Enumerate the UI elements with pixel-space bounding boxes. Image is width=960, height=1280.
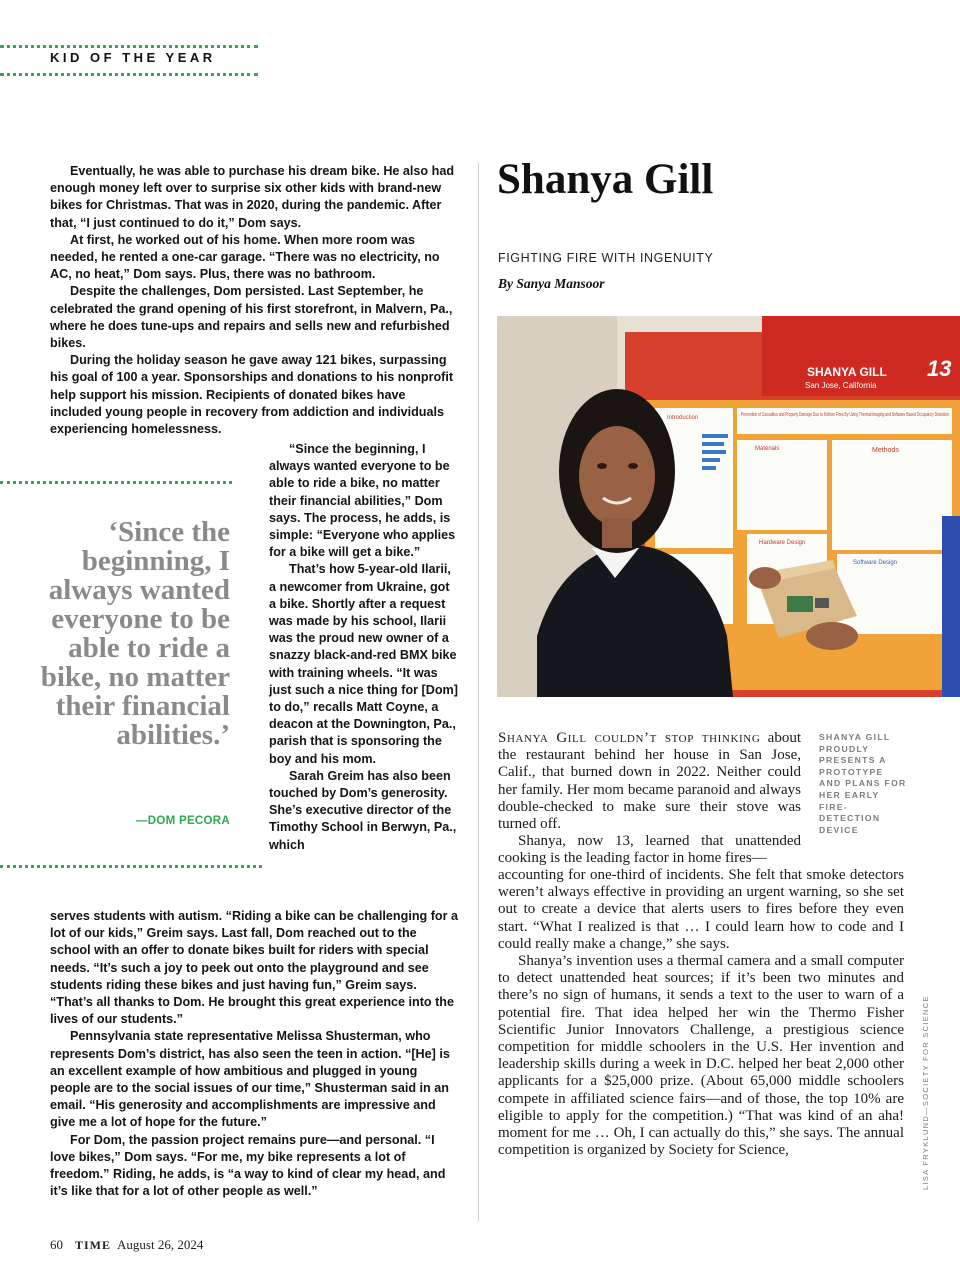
poster-section-hardware: Hardware Design: [759, 540, 806, 546]
feature-title: Shanya Gill: [497, 156, 714, 203]
left-column-bottom: [50, 908, 458, 1200]
photo-caption: SHANYA GILL PROUDLY PRESENTS A PROTOTYPE AND PLANS FOR HER EARLY FIRE-DETECTION DEVICE: [819, 732, 907, 835]
paragraph: Sarah Greim has also been touched by Dom’s generosity. She’s executive director of the Timothy School in Berwyn, Pa., which: [269, 768, 457, 852]
poster-section-materials: Materials: [755, 446, 780, 452]
pullquote-rule-bottom: [0, 865, 262, 868]
middle-column: [269, 441, 459, 854]
left-column-top: [50, 163, 458, 438]
feature-photo: [497, 316, 960, 697]
dotted-rule-top: [0, 45, 258, 48]
poster-section-methods: Methods: [872, 447, 899, 454]
feature-subtitle: FIGHTING FIRE WITH INGENUITY: [498, 251, 714, 265]
paragraph: At first, he worked out of his home. When more room was needed, he rented a one-car garage. “There was no electricity, no AC, no heat,” Dom says. Plus, there was no bathroom.: [50, 232, 440, 282]
paragraph: serves students with autism. “Riding a bike can be challenging for a lot of our kids,” Greim says. Last fall, Dom reached out to the school with an offer to donate bikes built for riders with special needs. “It’s such a joy to peek out onto the playground and see students riding these bikes and just having fun,” Greim says. “That’s all thanks to Dom. He brought this great experience into the lives of our students.”: [50, 909, 458, 1027]
photo-credit: LISA FRYKLUND—SOCIETY FOR SCIENCE: [921, 995, 930, 1190]
magazine-name: TIME: [75, 1238, 112, 1252]
poster-heading: Prevention of Casualties and Property Damage Due to Kitchen Fires By Using Thermal Imaging and Software Based Occupancy Detection: [741, 412, 949, 418]
pull-quote-attribution: —DOM PECORA: [135, 815, 230, 827]
paragraph: During the holiday season he gave away 121 bikes, surpassing his goal of 100 a year. Sponsorships and donations to his nonprofit help support his mission. Recipients of donated bikes have included young people in recovery from addiction and individuals experiencing homelessness.: [50, 353, 454, 437]
byline: By Sanya Mansoor: [498, 276, 605, 291]
paragraph: accounting for one-third of incidents. She felt that smoke detectors weren’t always effective in providing an urgent warning, so she set out to create a device that alerts users to fires before they even start. “What I realized is that … I could learn how to code and I could really make a change,” she says.: [498, 867, 904, 952]
page-number: 60: [50, 1237, 63, 1252]
poster-number: 13: [927, 356, 952, 381]
poster-section-software: Software Design: [853, 560, 898, 566]
issue-date: August 26, 2024: [117, 1237, 204, 1252]
section-label: KID OF THE YEAR: [50, 50, 216, 65]
dotted-rule-top-lower: [0, 73, 258, 76]
story-lead: [498, 730, 801, 868]
paragraph: Shanya Gill couldn’t stop thinking about the restaurant behind her house in San Jose, Calif., that burned down in 2022. Neither could her family. Her mom became paranoid and always double-checked to make sure their stove was turned off.: [498, 730, 801, 833]
poster-name: SHANYA GILL: [807, 365, 887, 379]
pullquote-rule-top: [0, 481, 232, 484]
paragraph: That’s how 5-year-old Ilarii, a newcomer from Ukraine, got a bike. Shortly after a request was made by his school, Ilarii was the proud new owner of a snazzy black-and-red BMX bike with training wheels. “It was just such a nice thing for [Dom] to do,” recalls Matt Coyne, a deacon at the Downington, Pa., parish that is sponsoring the boy and his mom.: [269, 562, 458, 766]
paragraph: Shanya’s invention uses a thermal camera and a small computer to detect unattended heat sources; if it’s been two minutes and there’s no sign of humans, it sends a text to the user to warn of a potential fire. That idea helped her win the Thermo Fisher Scientific Junior Innovators Challenge, a prestigious science competition for middle schoolers in the U.S. Her invention and leadership skills during a week in D.C. helped her beat 2,000 other applicants for a $25,000 prize. (About 65,000 middle schoolers compete in affiliated science fairs—and of those, the top 10% are eligible to apply for the competition.) “That was kind of an aha! moment for me … Oh, I can actually do this,” she says. The annual competition is organized by Society for Science,: [498, 953, 904, 1159]
photo-illustration: [497, 316, 960, 697]
lead-in: Shanya Gill couldn’t stop thinking: [498, 730, 761, 746]
paragraph: Eventually, he was able to purchase his dream bike. He also had enough money left over to surprise six other kids with brand-new bikes for Christmas. That was in 2020, during the pandemic. After that, “I just continued to do it,” Dom says.: [50, 164, 455, 230]
page-footer: [50, 1237, 203, 1253]
story-body: [498, 867, 904, 1159]
paragraph: Shanya, now 13, learned that unattended cooking is the leading factor in home fires—: [498, 833, 801, 867]
paragraph: For Dom, the passion project remains pure—and personal. “I love bikes,” Dom says. “For me, my bike represents a lot of freedom.” Riding, he adds, is “a way to kind of clear my head, and it’s like that for a lot of other people as well.”: [50, 1132, 446, 1199]
paragraph: “Since the beginning, I always wanted everyone to be able to ride a bike, no matter their financial abilities,” Dom says. The process, he adds, is simple: “Everyone who applies for a bike will get a bike.”: [269, 442, 456, 560]
poster-location: San Jose, California: [805, 381, 877, 390]
pull-quote: ‘Since the beginning, I always wanted everyone to be able to ride a bike, no matter their financial abilities.’: [40, 516, 230, 751]
paragraph: Pennsylvania state representative Melissa Shusterman, who represents Dom’s district, has also seen the teen in action. “[He] is an excellent example of how ambitious and plugged in young people are to the social issues of our time,” Shusterman said in an email. “His generosity and accomplishments are impressive and give me a lot of hope for the future.”: [50, 1029, 450, 1130]
column-divider: [478, 163, 479, 1221]
poster-section-intro: Introduction: [667, 415, 699, 421]
paragraph: Despite the challenges, Dom persisted. Last September, he celebrated the grand opening of his first storefront, in Malvern, Pa., where he does tune-ups and repairs and sells new and refurbished bikes.: [50, 284, 453, 351]
